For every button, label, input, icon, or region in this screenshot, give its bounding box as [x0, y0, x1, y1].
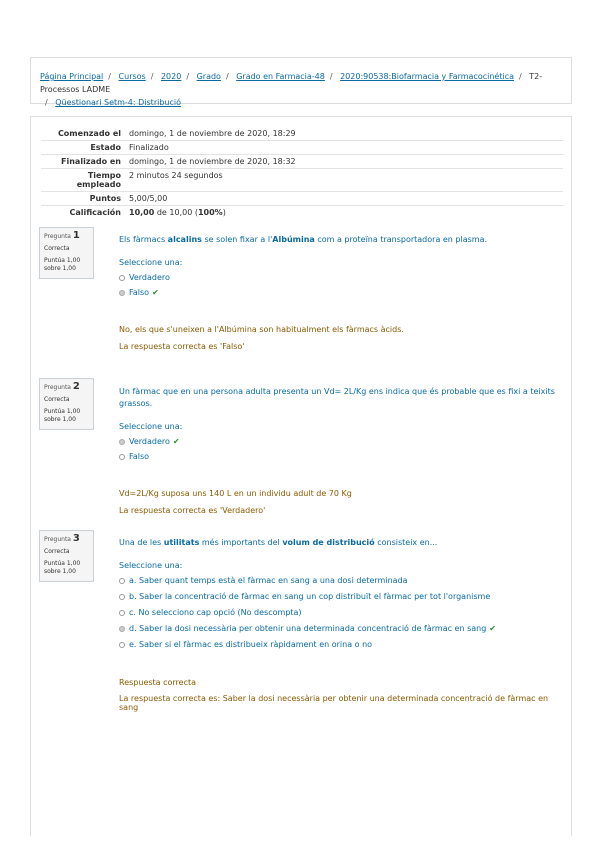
option-label: c. No selecciono cap opció (No descompta) — [129, 608, 302, 617]
breadcrumb-separator: / — [45, 98, 48, 107]
table-row — [41, 141, 563, 155]
select-prompt: Seleccione una: — [119, 258, 183, 267]
breadcrumb-home[interactable]: Página Principal — [40, 72, 104, 81]
summary-label: Finalizado en — [61, 157, 121, 166]
radio-button-selected[interactable] — [119, 439, 125, 445]
feedback-text: No, els que s'uneixen a l'Albúmina son habitualment els fàrmacs àcids. — [119, 325, 404, 334]
select-prompt: Seleccione una: — [119, 422, 183, 431]
summary-label: Puntos — [89, 194, 121, 203]
question-label: Pregunta — [44, 233, 71, 240]
table-row — [41, 155, 563, 169]
breadcrumb-quiz[interactable]: Qüestionari Setm-4: Distribució — [55, 98, 181, 107]
breadcrumb-grado[interactable]: Grado — [196, 72, 221, 81]
summary-value: 5,00/5,00 — [129, 194, 168, 203]
qtext-part: més importants del — [199, 538, 283, 547]
question-out-of: sobre 1,00 — [44, 568, 76, 575]
summary-value: Finalizado — [129, 143, 169, 152]
attempt-summary-table — [41, 127, 563, 219]
feedback-text: Vd=2L/Kg suposa uns 140 L en un individu adult de 70 Kg — [119, 489, 352, 498]
breadcrumb-courses[interactable]: Cursos — [118, 72, 146, 81]
radio-button[interactable] — [119, 578, 125, 584]
right-answer: La respuesta correcta es: Saber la dosi necessària per obtenir una determinada concentració de fàrmac en sang — [119, 694, 549, 712]
question-number — [44, 382, 89, 392]
answer-option[interactable] — [119, 640, 559, 649]
question-info-3 — [39, 530, 94, 582]
table-row — [41, 206, 563, 220]
breadcrumb-separator: / — [108, 72, 111, 81]
radio-button[interactable] — [119, 642, 125, 648]
answer-option[interactable] — [119, 592, 559, 601]
summary-value: domingo, 1 de noviembre de 2020, 18:32 — [129, 157, 296, 166]
qtext-part: Una de les — [119, 538, 164, 547]
breadcrumb-section: T2- Processos LADME — [40, 72, 543, 94]
answer-option[interactable] — [119, 452, 559, 461]
question-label: Pregunta — [44, 536, 71, 543]
grade-label: Calificación — [69, 208, 121, 217]
select-prompt: Seleccione una: — [119, 561, 183, 570]
check-icon: ✔ — [489, 624, 496, 633]
check-icon: ✔ — [172, 437, 180, 446]
summary-label: Comenzado el — [57, 129, 121, 138]
question-text — [119, 234, 559, 246]
question-grade — [44, 408, 89, 424]
table-row — [41, 169, 563, 192]
radio-button[interactable] — [119, 454, 125, 460]
summary-label: Estado — [90, 143, 121, 152]
question-text — [119, 537, 559, 549]
answer-option[interactable] — [119, 624, 559, 633]
question-label: Pregunta — [44, 384, 71, 391]
grade-score: 10,00 — [129, 208, 155, 217]
grade-of: de 10,00 ( — [154, 208, 198, 217]
breadcrumb-separator: / — [519, 72, 522, 81]
qtext-bold: utilitats — [163, 538, 200, 547]
breadcrumb-separator: / — [186, 72, 190, 81]
qtext-bold: alcalins — [167, 235, 202, 244]
option-label: Falso — [129, 452, 150, 461]
qtext-part: Els fàrmacs — [119, 235, 168, 244]
answer-option[interactable] — [119, 273, 559, 282]
option-label: Verdadero — [129, 437, 170, 446]
question-grade — [44, 257, 89, 273]
breadcrumb-year[interactable]: 2020 — [160, 72, 182, 81]
question-out-of: sobre 1,00 — [44, 416, 76, 423]
question-number-value: 2 — [72, 381, 80, 392]
breadcrumb-separator: / — [150, 72, 154, 81]
question-grade — [44, 560, 89, 576]
grade-value — [125, 206, 563, 220]
question-mark: Puntúa 1,00 — [44, 408, 81, 415]
breadcrumb-course[interactable]: 2020:90538:Biofarmacia y Farmacocinética — [340, 72, 514, 81]
summary-value: domingo, 1 de noviembre de 2020, 18:29 — [129, 129, 296, 138]
grade-percent: 100% — [197, 208, 223, 217]
radio-button-selected[interactable] — [119, 626, 125, 632]
question-3 — [119, 537, 559, 712]
right-answer: La respuesta correcta es 'Verdadero' — [119, 506, 266, 515]
answer-option[interactable] — [119, 608, 559, 617]
qtext-part: se solen fixar a l' — [201, 235, 273, 244]
right-answer: La respuesta correcta es 'Falso' — [119, 342, 245, 351]
question-1 — [119, 234, 559, 351]
breadcrumb-separator: / — [225, 72, 229, 81]
check-icon: ✔ — [152, 288, 159, 297]
qtext-bold: Albúmina — [272, 235, 315, 244]
option-label: b. Saber la concentració de fàrmac en sang un cop distribuït el fàrmac per tot l'organisme — [129, 592, 491, 601]
feedback-text: Respuesta correcta — [119, 678, 197, 687]
qtext-bold: volum de distribució — [282, 538, 375, 547]
question-mark: Puntúa 1,00 — [44, 257, 81, 264]
grade-close: ) — [222, 208, 226, 217]
table-row — [41, 127, 563, 141]
option-label: a. Saber quant temps està el fàrmac en sang a una dosi determinada — [129, 576, 408, 585]
question-number — [44, 534, 89, 544]
question-2 — [119, 386, 559, 515]
option-label: e. Saber si el fàrmac es distribueix ràpidament en orina o no — [129, 640, 373, 649]
qtext-part: consisteix en... — [374, 538, 438, 547]
radio-button-selected[interactable] — [119, 290, 125, 296]
answer-option[interactable] — [119, 576, 559, 585]
radio-button[interactable] — [119, 594, 125, 600]
question-info-1 — [39, 227, 94, 279]
radio-button[interactable] — [119, 275, 125, 281]
answer-option[interactable] — [119, 437, 559, 446]
radio-button[interactable] — [119, 610, 125, 616]
question-mark: Puntúa 1,00 — [44, 560, 81, 567]
question-number-value: 1 — [72, 230, 80, 241]
breadcrumb-degree[interactable]: Grado en Farmacia-48 — [236, 72, 325, 81]
question-out-of: sobre 1,00 — [44, 265, 76, 272]
answer-option[interactable] — [119, 288, 559, 297]
breadcrumb — [30, 57, 572, 107]
question-text: Un fàrmac que en una persona adulta presenta un Vd= 2L/Kg ens indica que és probable que es fixi a teixits grassos. — [119, 387, 555, 408]
option-label: Falso — [129, 288, 150, 297]
option-label: Verdadero — [129, 273, 170, 282]
summary-label: Tiempo empleado — [76, 171, 121, 189]
option-label: d. Saber la dosi necessària per obtenir una determinada concentració de fàrmac en sang — [129, 624, 487, 633]
breadcrumb-separator: / — [329, 72, 333, 81]
question-state: Correcta — [44, 548, 70, 555]
question-info-2 — [39, 378, 94, 430]
question-number — [44, 231, 89, 241]
question-number-value: 3 — [72, 533, 80, 544]
table-row — [41, 192, 563, 206]
question-state: Correcta — [44, 396, 70, 403]
summary-value: 2 minutos 24 segundos — [129, 171, 223, 180]
question-state: Correcta — [44, 245, 70, 252]
qtext-part: com a proteïna transportadora en plasma. — [314, 235, 488, 244]
